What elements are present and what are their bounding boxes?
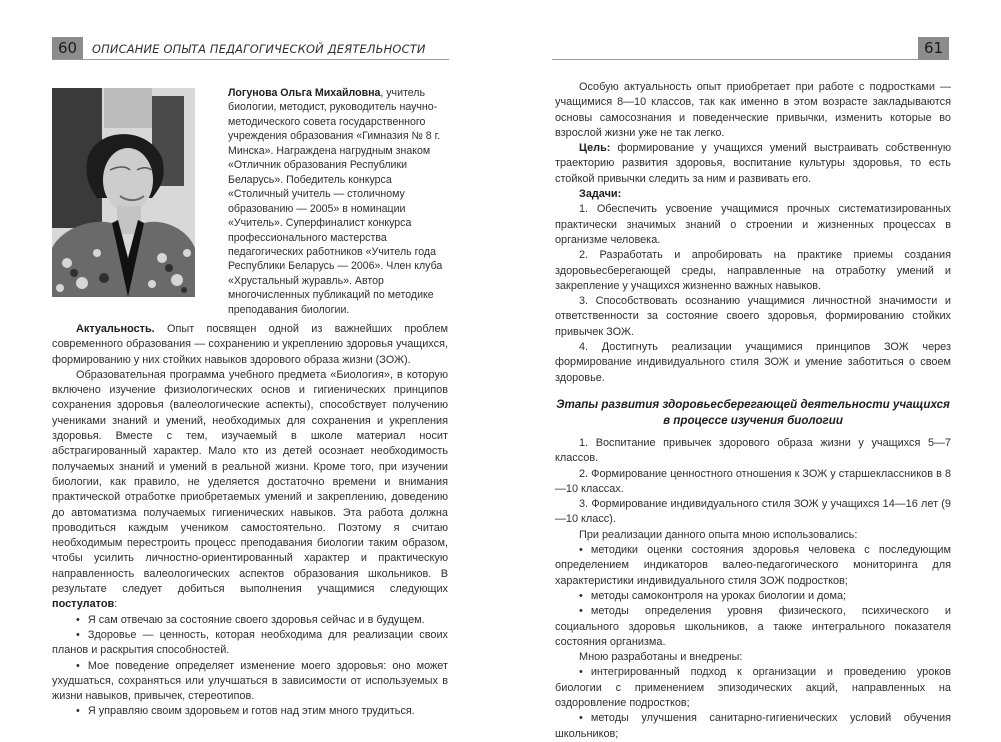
postulate-item: • Здоровье — ценность, которая необходима для реализации своих планов и раскрытия способностей. (52, 628, 448, 659)
tasks-label-text: Задачи: (579, 188, 622, 201)
relevance-label: Актуальность. (76, 323, 155, 335)
goal-text: формирование у учащихся умений выстраивать собственную траекторию развития здоровья, воспитание культуры здоровья, то есть стойкой привычки следить за ним и развивать его. (555, 142, 951, 185)
portrait-image (52, 88, 195, 297)
stage-item: 3. Формирование индивидуального стиля ЗОЖ у учащихся 14—16 лет (9—10 класс). (555, 498, 951, 526)
relevance-paragraph (52, 322, 448, 368)
tasks-label (555, 187, 951, 202)
task-item: 3. Способствовать осознанию учащимися личностной значимости и ответственности за состояние своего здоровья, формированию стойких привычек ЗОЖ. (555, 295, 951, 338)
postulate-item: • Я управляю своим здоровьем и готов над этим много трудиться. (52, 704, 448, 719)
task-item: 1. Обеспечить усвоение учащимися прочных систематизированных практически значимых знаний о строении и жизненных процессах в организме человека. (555, 203, 951, 246)
task-item: 2. Разработать и апробировать на практике приемы создания здоровьесберегающей среды, направленные на отработку умений и закрепление у учащихся жизненно важных навыков. (555, 249, 951, 292)
method-item: • методы определения уровня физического, психического и социального здоровья школьников, а также интегрального показателя состояния организма. (555, 604, 951, 650)
relevance-text: Опыт посвящен одной из важнейших проблем современного образования — сохранению и укреплению здоровья учащихся, формированию у них стойких навыков здорового образа жизни (ЗОЖ). (52, 323, 448, 366)
right-body-text (555, 80, 951, 742)
author-portrait (52, 88, 195, 297)
developed-item: • методы улучшения санитарно-гигиенических условий обучения школьников; (555, 711, 951, 742)
developed-intro: Мною разработаны и внедрены: (579, 651, 743, 664)
program-text-end: : (114, 598, 118, 611)
stages-heading (555, 397, 951, 429)
intro-paragraph: Особую актуальность опыт приобретает при работе с подростками — учащимися 8—10 классов, так как именно в этом возрасте закладываются основы самосознания и поведенческие привычки, изменить которые во взрослой жизни уже не так легко. (555, 81, 951, 139)
developed-item: • интегрированный подход к организации и проведению уроков биологии с применением эпизодических акций, направленных на оздоровление подростков; (555, 665, 951, 711)
goal-label: Цель: (579, 142, 611, 155)
page-number-right: 61 (918, 37, 949, 60)
method-item: • методики оценки состояния здоровья человека с последующим определением индикаторов валео-педагогического мониторинга для характеристики индивидуального стиля ЗОЖ подростков; (555, 543, 951, 589)
stage-item: 2. Формирование ценностного отношения к ЗОЖ у старшеклассников в 8—10 классах. (555, 467, 951, 495)
methods-intro: При реализации данного опыта мною использовались: (579, 528, 858, 541)
left-page (0, 0, 500, 742)
goal-paragraph (555, 141, 951, 187)
author-bio-text: , учитель биологии, методист, руководитель научно-методического совета государственного учреждения образования «Гимназия № 8 г. Минска». Награждена нагрудным знаком «Отличник образования Республики Беларусь». Победитель конкурса «Столичный учитель — столичному образованию — 2005» в номинации «Учитель». Суперфиналист конкурса профессионального мастерства педагогических работников «Учитель года Республики Беларусь — 2006». Член клуба «Хрустальный журавль». Автор многочисленных публикаций по методике преподавания биологии. (228, 87, 443, 316)
author-bio (228, 86, 450, 317)
stages-heading-line2: в процессе изучения биологии (663, 413, 843, 427)
program-text: Образовательная программа учебного предмета «Биология», в которую включено изучение физиологических основ и гигиенических принципов сохранения здоровья (валеологические аспекты), способствует получению учениками знаний и умений, необходимых для сохранения и укрепления здоровья. Вместе с тем, изучаемый в школе материал носит абстрагированный характер. Мало кто из детей осознает необходимость получаемых знаний и умений в реальной жизни. Кроме того, при изучении биологии, как правило, не уделяется достаточно времени и внимания практической отработке приобретаемых умений и закреплению, доведению до автоматизма получаемых гигиенических навыков. Эта работа должна проводиться каждым учеником самостоятельно. Поэтому я считаю необходимым перестроить процесс преподавания биологии таким образом, чтобы усилить личностно-ориентированный характер и практическую направленность валеологических аспектов образования школьников. В результате следует добиться выполнения учащимися следующих (52, 368, 448, 596)
task-item: 4. Достигнуть реализации учащимися принципов ЗОЖ через формирование индивидуального стиля ЗОЖ и умение заботиться о своем здоровье. (555, 341, 951, 384)
stages-heading-line1: Этапы развития здоровьесберегающей деятельности учащихся (556, 397, 950, 411)
running-title: ОПИСАНИЕ ОПЫТА ПЕДАГОГИЧЕСКОЙ ДЕЯТЕЛЬНОСТИ (92, 42, 426, 56)
method-item: • методы самоконтроля на уроках биологии и дома; (555, 589, 951, 604)
header-rule-left (52, 59, 449, 60)
program-paragraph (52, 368, 448, 613)
postulate-item: • Мое поведение определяет изменение моего здоровья: оно может ухудшаться, сохраняться или улучшаться в зависимости от используемых в жизни навыков, привычек, стереотипов. (52, 659, 448, 705)
right-page (500, 0, 1001, 742)
author-name: Логунова Ольга Михайловна (228, 87, 381, 99)
postulates-label: постулатов (52, 598, 115, 611)
page-number-left: 60 (52, 37, 83, 60)
postulate-item: • Я сам отвечаю за состояние своего здоровья сейчас и в будущем. (52, 613, 448, 628)
header-rule-right (552, 59, 949, 60)
stage-item: 1. Воспитание привычек здорового образа жизни у учащихся 5—7 классов. (555, 436, 951, 465)
left-body-text (52, 322, 448, 720)
